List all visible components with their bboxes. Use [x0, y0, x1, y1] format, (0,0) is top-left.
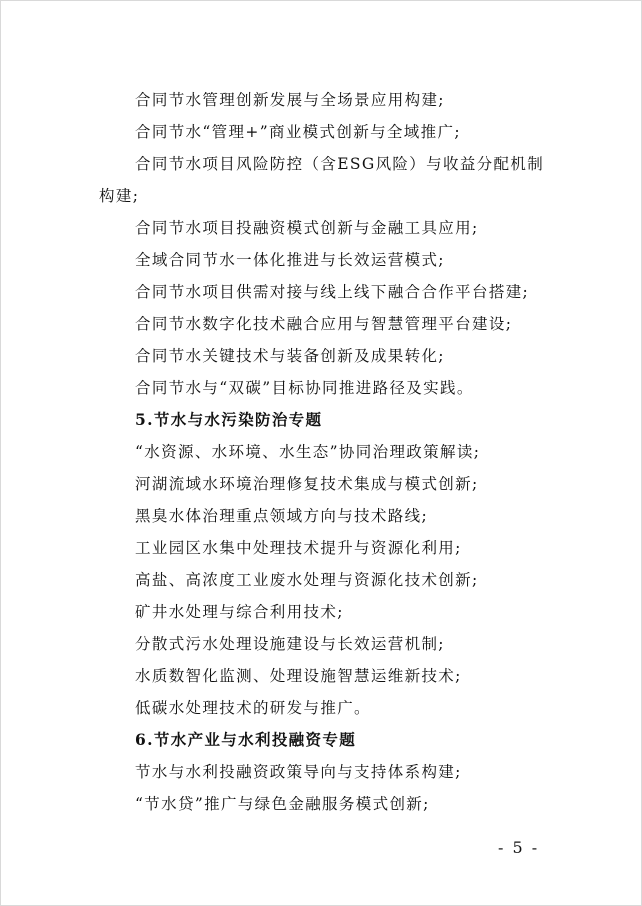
list-item: 节水与水利投融资政策导向与支持体系构建;: [135, 763, 462, 781]
list-item: 合同节水管理创新发展与全场景应用构建;: [135, 91, 445, 109]
section-heading: 5.节水与水污染防治专题: [135, 410, 323, 429]
list-item: 高盐、高浓度工业废水处理与资源化技术创新;: [135, 571, 479, 589]
list-item: 分散式污水处理设施建设与长效运营机制;: [135, 635, 445, 653]
list-item: 低碳水处理技术的研发与推广。: [135, 699, 371, 717]
list-item-continuation: 构建;: [99, 187, 140, 205]
list-item: 工业园区水集中处理技术提升与资源化利用;: [135, 539, 462, 557]
list-item: “节水贷”推广与绿色金融服务模式创新;: [135, 795, 430, 813]
list-item: 合同节水项目风险防控（含ESG风险）与收益分配机制: [135, 155, 545, 173]
list-item: 全域合同节水一体化推进与长效运营模式;: [135, 251, 445, 269]
list-item: 矿井水处理与综合利用技术;: [135, 603, 344, 621]
list-item: 河湖流域水环境治理修复技术集成与模式创新;: [135, 475, 479, 493]
list-item: 合同节水项目供需对接与线上线下融合合作平台搭建;: [135, 283, 530, 301]
list-item: 合同节水关键技术与装备创新及成果转化;: [135, 347, 445, 365]
page-number: - 5 -: [498, 838, 540, 857]
list-item: 合同节水项目投融资模式创新与金融工具应用;: [135, 219, 479, 237]
list-item: 合同节水数字化技术融合应用与智慧管理平台建设;: [135, 315, 513, 333]
list-item: 黑臭水体治理重点领域方向与技术路线;: [135, 507, 429, 525]
list-item: 合同节水与“双碳”目标协同推进路径及实践。: [135, 379, 474, 397]
list-item: 水质数智化监测、处理设施智慧运维新技术;: [135, 667, 462, 685]
list-item: “水资源、水环境、水生态”协同治理政策解读;: [135, 443, 481, 461]
section-heading: 6.节水产业与水利投融资专题: [135, 730, 357, 749]
list-item: 合同节水“管理+”商业模式创新与全域推广;: [135, 123, 461, 141]
